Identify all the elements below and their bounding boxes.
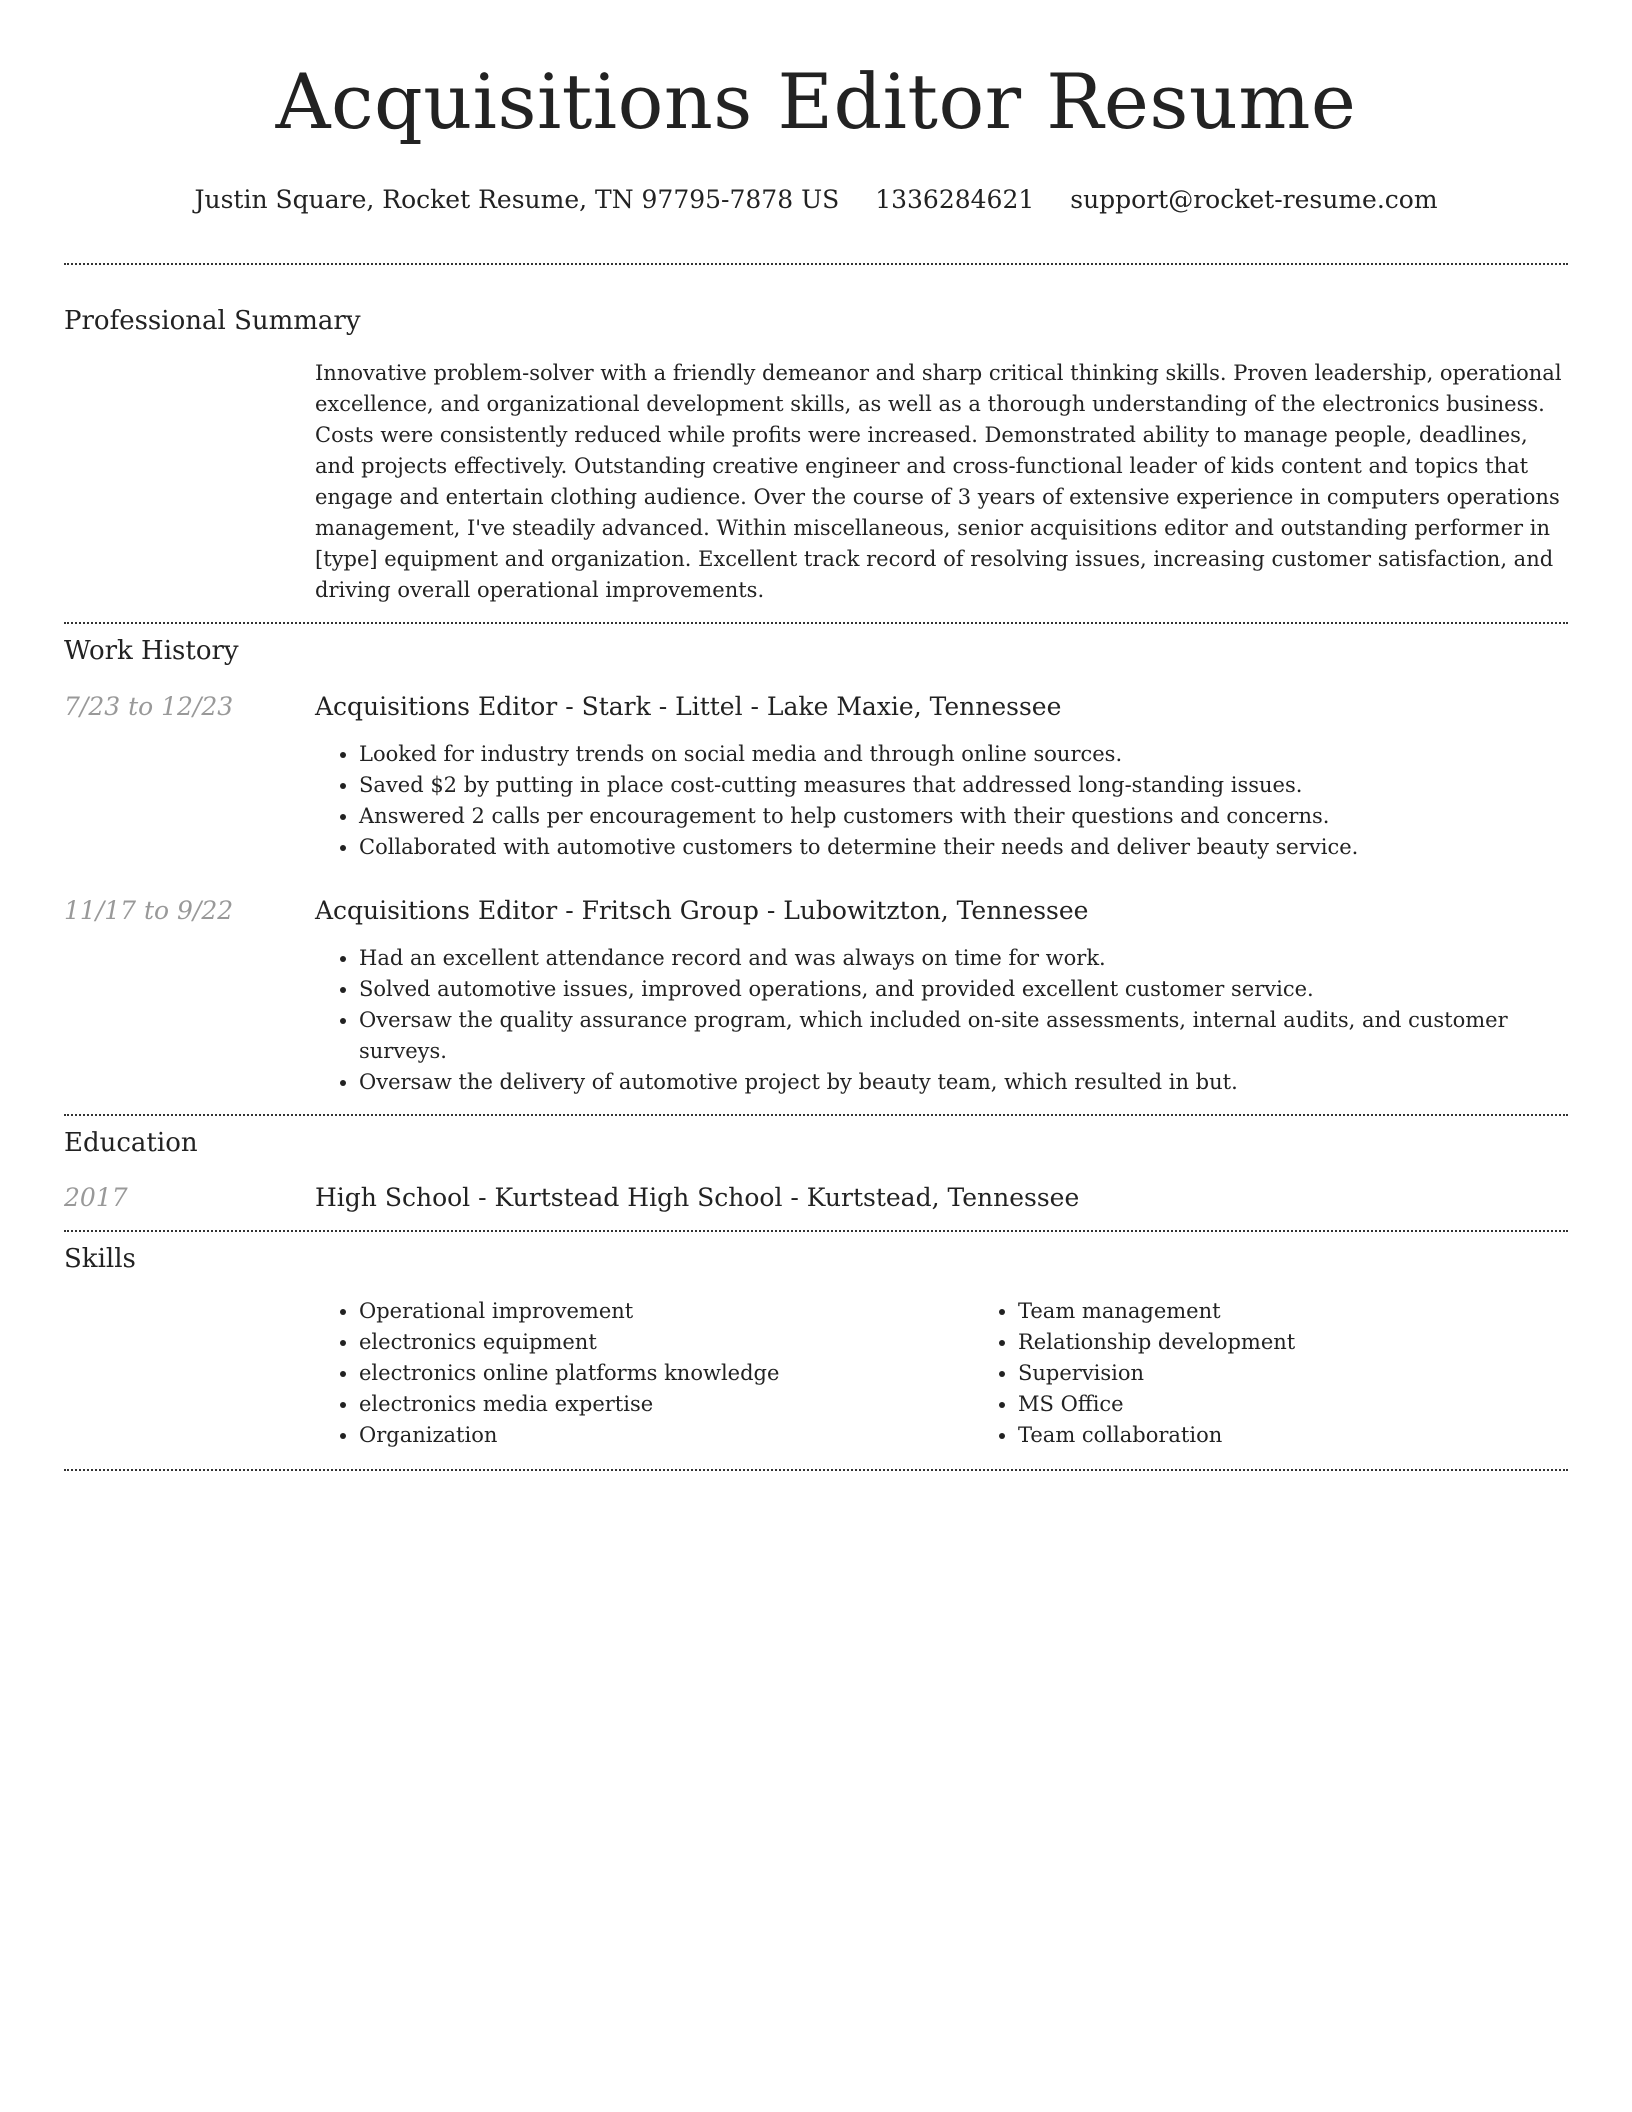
job-title: Acquisitions Editor - Fritsch Group - Lubowitzton, Tennessee: [315, 896, 1089, 925]
list-item: • Team collaboration: [1018, 1420, 1568, 1451]
divider: [64, 1230, 1568, 1232]
contact-line: [64, 184, 1568, 216]
list-item: • Oversaw the quality assurance program, which included on-site assessments, internal audits, and customer surveys.: [359, 1005, 1568, 1067]
list-item: • MS Office: [1018, 1389, 1568, 1420]
list-item: • Relationship development: [1018, 1327, 1568, 1358]
education-title: High School - Kurtstead High School - Kurtstead, Tennessee: [315, 1183, 1080, 1212]
list-item: • electronics equipment: [359, 1327, 974, 1358]
list-item: • Operational improvement: [359, 1296, 974, 1327]
list-item: • Answered 2 calls per encouragement to help customers with their questions and concerns.: [359, 801, 1568, 832]
divider: [64, 263, 1568, 265]
education-entry: [64, 1182, 1568, 1214]
section-heading-work: Work History: [64, 636, 239, 666]
divider: [64, 1469, 1568, 1471]
list-item: • Saved $2 by putting in place cost-cutting measures that addressed long-standing issues.: [359, 770, 1568, 801]
resume-title: Acquisitions Editor Resume: [275, 57, 1357, 146]
list-item: • Team management: [1018, 1296, 1568, 1327]
section-heading-summary: Professional Summary: [64, 306, 361, 336]
job-dates: 11/17 to 9/22: [64, 896, 234, 925]
job-entry: [64, 895, 1568, 1098]
divider: [64, 622, 1568, 624]
job-title: Acquisitions Editor - Stark - Littel - Lake Maxie, Tennessee: [315, 692, 1062, 721]
skills-row: [64, 1296, 1568, 1451]
contact-phone: 1336284621: [875, 185, 1035, 214]
job-entry: [64, 691, 1568, 863]
list-item: • electronics media expertise: [359, 1389, 974, 1420]
list-item: • Looked for industry trends on social media and through online sources.: [359, 739, 1568, 770]
section-heading-education: Education: [64, 1128, 198, 1158]
divider: [64, 1114, 1568, 1116]
list-item: • electronics online platforms knowledge: [359, 1358, 974, 1389]
summary-row: [64, 358, 1568, 606]
list-item: • Collaborated with automotive customers to determine their needs and deliver beauty service.: [359, 832, 1568, 863]
skills-list-right: [974, 1296, 1568, 1451]
job-dates: 7/23 to 12/23: [64, 692, 234, 721]
job-bullets: [315, 739, 1568, 863]
list-item: • Supervision: [1018, 1358, 1568, 1389]
skills-list-left: [315, 1296, 974, 1451]
contact-email: support@rocket-resume.com: [1070, 185, 1438, 214]
list-item: • Oversaw the delivery of automotive project by beauty team, which resulted in but.: [359, 1067, 1568, 1098]
job-bullets: [315, 943, 1568, 1098]
list-item: • Organization: [359, 1420, 974, 1451]
summary-text: Innovative problem-solver with a friendly demeanor and sharp critical thinking skills. Proven leadership, operational excellence, and organizational development skills, as well as a thorough understanding of the electronics business. Costs were consistently reduced while profits were increased. Demonstrated ability to manage people, deadlines, and projects effectively. Outstanding creative engineer and cross-functional leader of kids content and topics that engage and entertain clothing audience. Over the course of 3 years of extensive experience in computers operations management, I've steadily advanced. Within miscellaneous, senior acquisitions editor and outstanding performer in [type] equipment and organization. Excellent track record of resolving issues, increasing customer satisfaction, and driving overall operational improvements.: [315, 361, 1562, 602]
section-heading-skills: Skills: [64, 1244, 136, 1274]
list-item: • Had an excellent attendance record and was always on time for work.: [359, 943, 1568, 974]
contact-address: Justin Square, Rocket Resume, TN 97795-7878 US: [194, 185, 840, 214]
education-year: 2017: [64, 1183, 128, 1212]
list-item: • Solved automotive issues, improved operations, and provided excellent customer service.: [359, 974, 1568, 1005]
